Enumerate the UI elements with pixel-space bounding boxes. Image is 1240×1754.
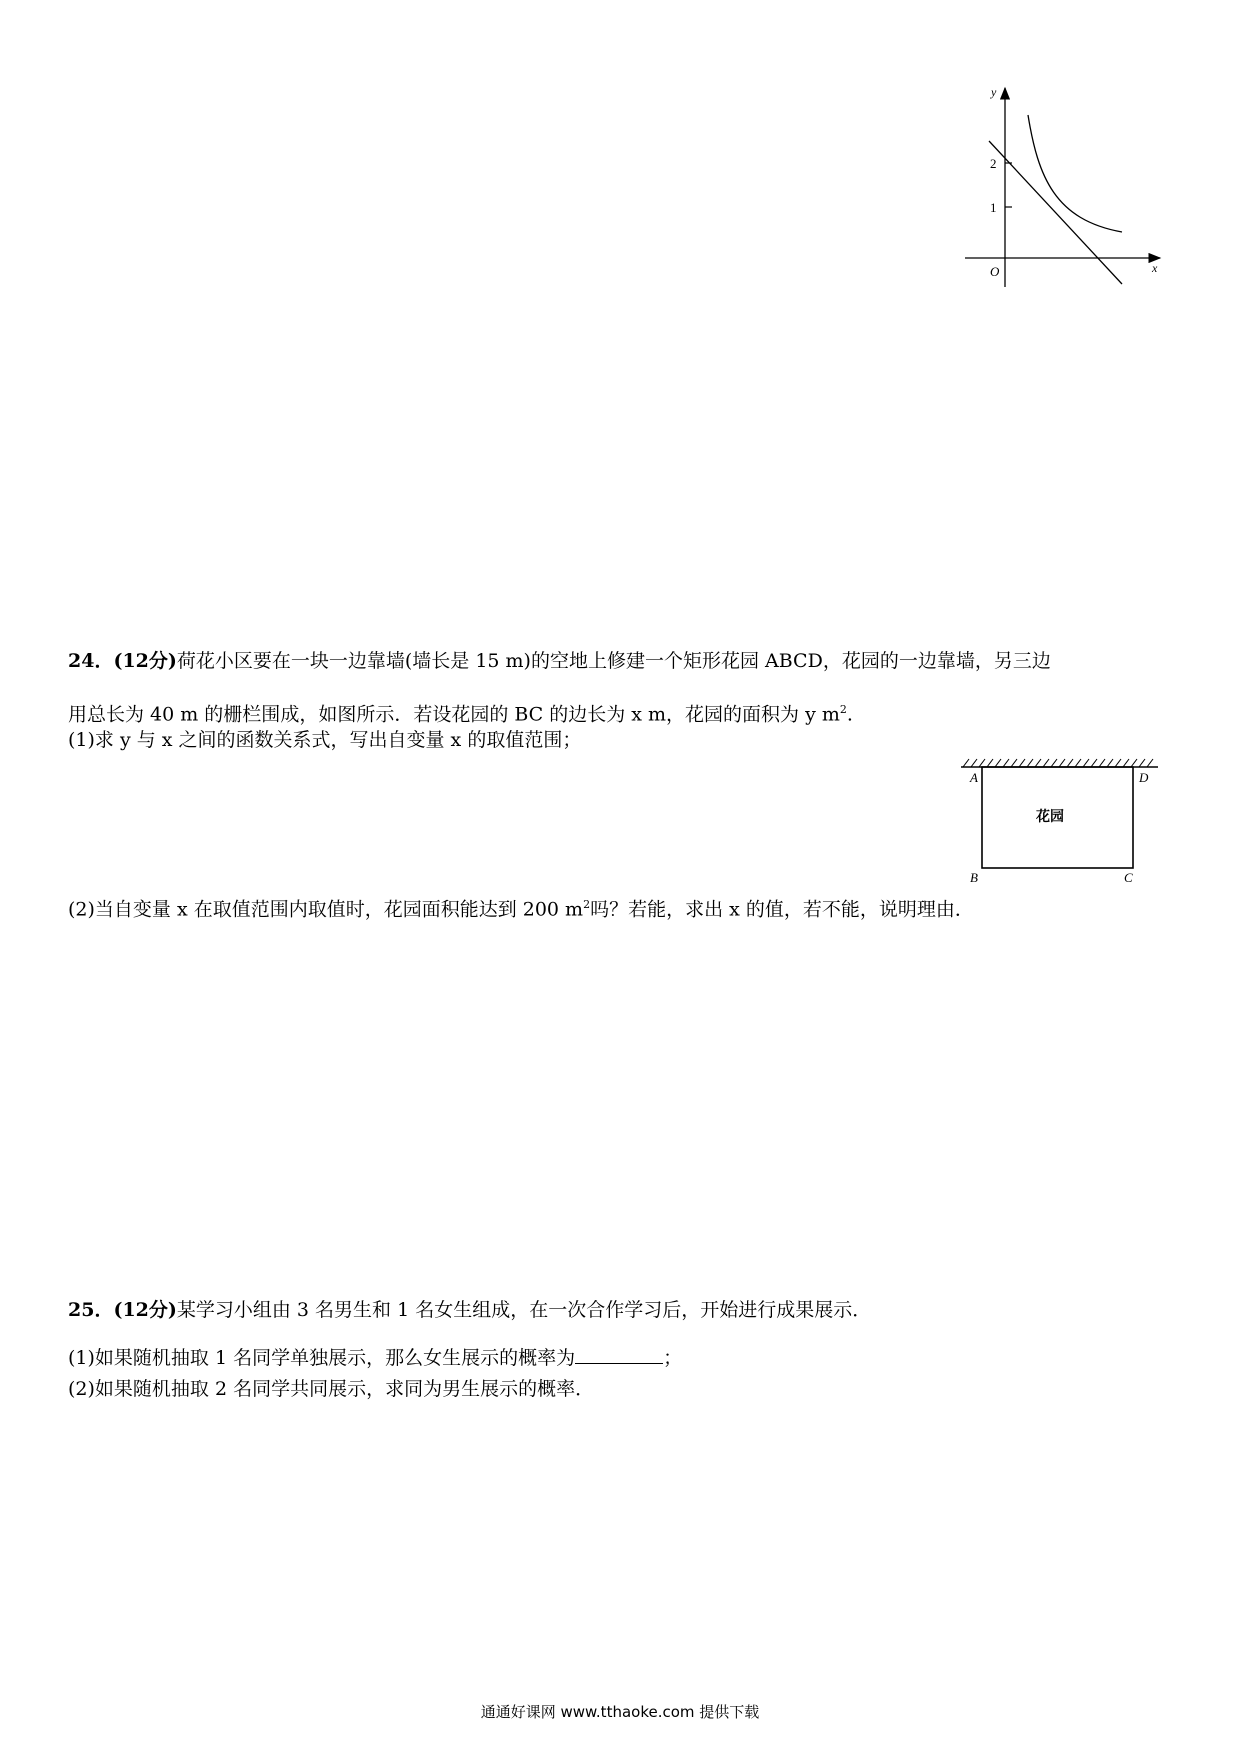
point-d-label: D — [1139, 770, 1149, 785]
q24-text-1: 荷花小区要在一块一边靠墙(墙长是 15 m)的空地上修建一个矩形花园 ABCD，花园的一边靠墙，另三边 — [176, 650, 1051, 672]
q24-line2 — [68, 698, 853, 726]
q24-number: 24． — [68, 650, 114, 672]
q24-part1: (1)求 y 与 x 之间的函数关系式，写出自变量 x 的取值范围； — [68, 729, 582, 751]
q24-part2-sup: 2 — [583, 898, 591, 911]
q24-line1 — [68, 649, 1051, 673]
garden-figure — [956, 758, 1166, 886]
q25-part1-b: ； — [663, 1347, 683, 1369]
y-axis-label: y — [991, 85, 997, 99]
tick-label-2: 2 — [990, 156, 997, 171]
q25-part1-a: (1)如果随机抽取 1 名同学单独展示，那么女生展示的概率为 — [68, 1347, 576, 1369]
answer-blank[interactable] — [575, 1345, 663, 1364]
tick-label-1: 1 — [990, 200, 997, 215]
point-b-label: B — [970, 870, 978, 885]
tangent-line — [989, 141, 1122, 284]
q24-text-2-sup: 2 — [839, 703, 847, 716]
point-c-label: C — [1124, 870, 1133, 885]
q25-part2: (2)如果随机抽取 2 名同学共同展示，求同为男生展示的概率． — [68, 1378, 595, 1400]
q24-part2-a: (2)当自变量 x 在取值范围内取值时，花园面积能达到 200 m — [68, 898, 584, 921]
point-a-label: A — [970, 770, 978, 785]
function-graph — [960, 82, 1170, 294]
hyperbola-curve — [1028, 115, 1122, 232]
garden-label: 花园 — [1036, 809, 1064, 825]
wall-hatching — [963, 759, 1153, 767]
x-axis-label: x — [1152, 261, 1158, 275]
q24-points: (12分) — [113, 650, 177, 672]
q25-line1 — [68, 1298, 871, 1322]
q25-text-1: 某学习小组由 3 名男生和 1 名女生组成，在一次合作学习后，开始进行成果展示． — [176, 1299, 872, 1321]
q25-number: 25． — [68, 1299, 114, 1321]
q24-text-2-end: . — [846, 703, 853, 726]
origin-label: O — [990, 264, 1000, 279]
q25-part1 — [68, 1345, 682, 1370]
q24-part2 — [68, 893, 974, 921]
footer-text: 通通好课网 www.tthaoke.com 提供下载 — [480, 1703, 760, 1721]
q24-part2-b: 吗？若能，求出 x 的值，若不能，说明理由． — [590, 898, 974, 921]
q24-text-2: 用总长为 40 m 的栅栏围成，如图所示．若设花园的 BC 的边长为 x m，花园的面积为 y m — [68, 703, 840, 726]
q25-points: (12分) — [113, 1299, 177, 1321]
